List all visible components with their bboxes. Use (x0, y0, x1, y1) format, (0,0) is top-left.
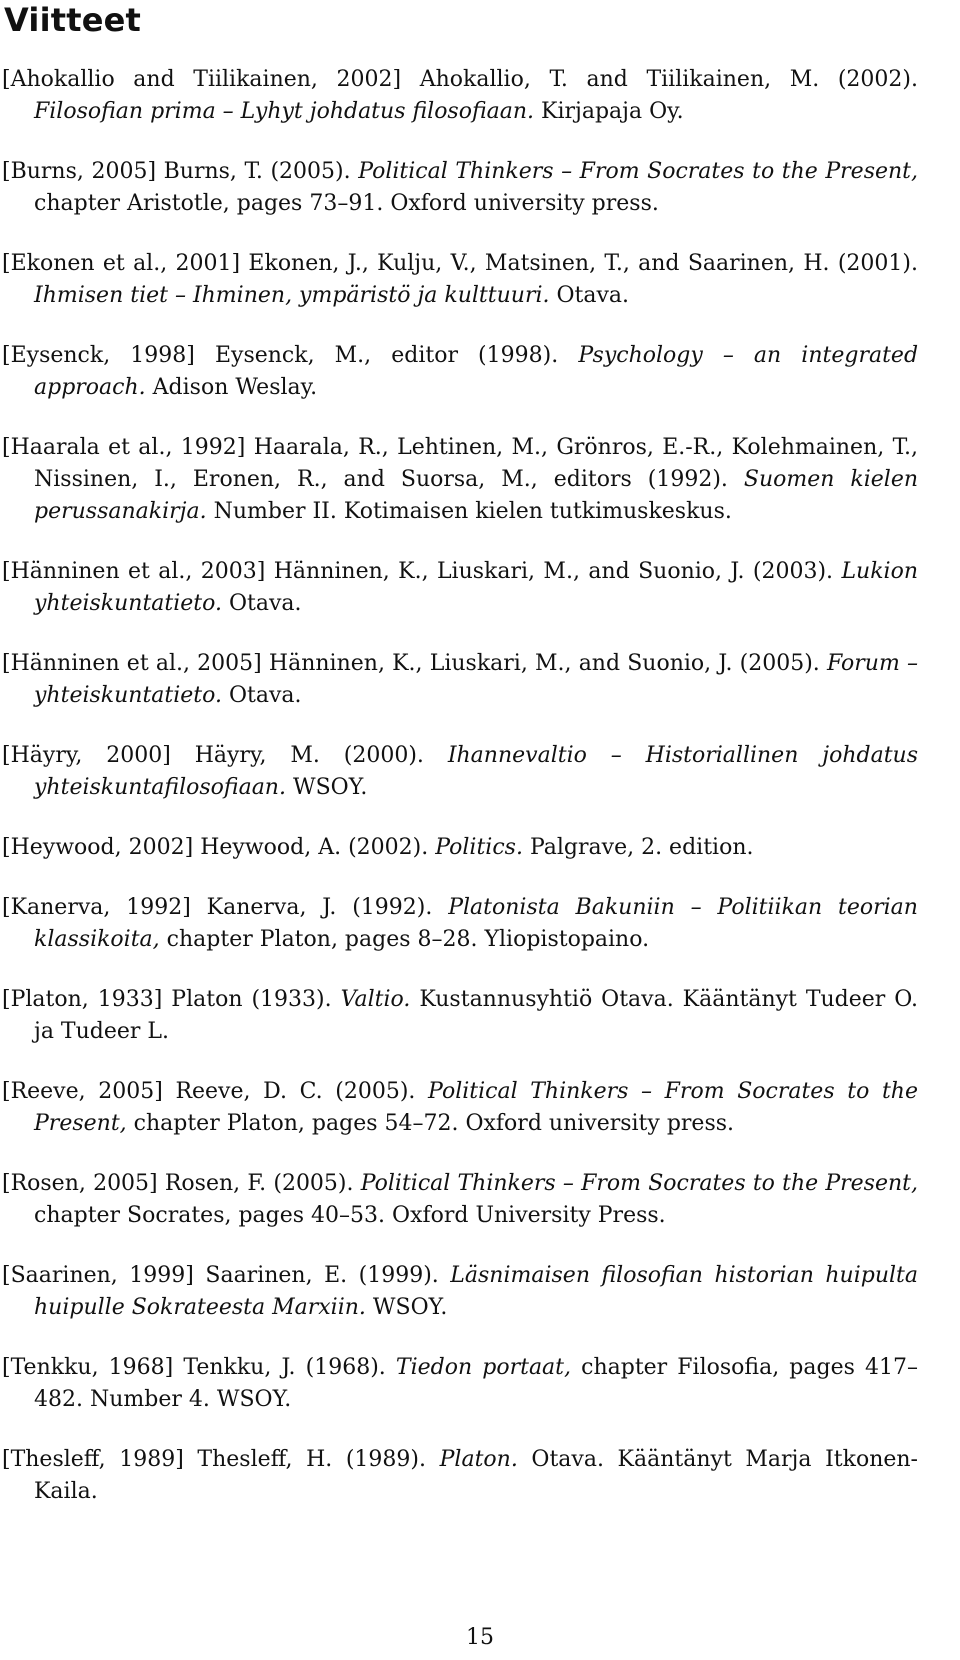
reference-entry (2, 892, 918, 956)
reference-publisher: Otava. (229, 683, 302, 708)
reference-key: [Heywood, 2002] (2, 835, 194, 860)
reference-title: Platon. (439, 1447, 518, 1472)
reference-entry (2, 64, 918, 128)
reference-list (2, 64, 919, 1536)
reference-authors: Kanerva, J. (1992). (206, 895, 433, 920)
reference-entry (2, 156, 918, 220)
reference-entry (2, 248, 918, 312)
reference-title: Läsnimaisen filosofian historian huipulta huipulle Sokrateesta Marxiin. (34, 1263, 918, 1320)
reference-publisher: Otava. (229, 591, 302, 616)
reference-authors: Häyry, M. (2000). (194, 743, 424, 768)
reference-entry (2, 1168, 918, 1232)
reference-key: [Eysenck, 1998] (2, 343, 195, 368)
reference-key: [Platon, 1933] (2, 987, 163, 1012)
reference-authors: Burns, T. (2005). (163, 159, 351, 184)
reference-title: Psychology – an integrated approach. (34, 343, 919, 400)
reference-authors: Ahokallio, T. and Tiilikainen, M. (2002). (419, 67, 918, 92)
reference-entry (2, 984, 918, 1048)
reference-authors: Rosen, F. (2005). (164, 1171, 354, 1196)
reference-key: [Haarala et al., 1992] (2, 435, 246, 460)
reference-publisher: Kustannusyhtiö Otava. Kääntänyt Tudeer O. ja Tudeer L. (34, 987, 919, 1044)
reference-key: [Ekonen et al., 2001] (2, 251, 241, 276)
reference-publisher: WSOY. (292, 775, 368, 800)
reference-key: [Kanerva, 1992] (2, 895, 191, 920)
reference-authors: Saarinen, E. (1999). (205, 1263, 439, 1288)
reference-publisher: chapter Filosofia, pages 417–482. Number 4. WSOY. (34, 1355, 918, 1412)
reference-key: [Saarinen, 1999] (2, 1263, 194, 1288)
reference-publisher: Adison Weslay. (152, 375, 318, 400)
reference-entry (2, 1076, 918, 1140)
reference-title: Politics. (435, 835, 523, 860)
reference-key: [Tenkku, 1968] (2, 1355, 174, 1380)
reference-title: Forum – yhteiskuntatieto. (34, 651, 919, 708)
reference-publisher: Palgrave, 2. edition. (529, 835, 754, 860)
reference-entry (2, 648, 918, 712)
reference-authors: Reeve, D. C. (2005). (175, 1079, 416, 1104)
reference-authors: Haarala, R., Lehtinen, M., Grönros, E.-R., Kolehmainen, T., Nissinen, I., Eronen, R., and Suorsa, M., editors (1992). (34, 435, 918, 492)
reference-publisher: chapter Platon, pages 8–28. Yliopistopaino. (166, 927, 650, 952)
reference-publisher: chapter Platon, pages 54–72. Oxford university press. (133, 1111, 735, 1136)
reference-key: [Rosen, 2005] (2, 1171, 158, 1196)
reference-publisher: WSOY. (372, 1295, 448, 1320)
reference-title: Political Thinkers – From Socrates to the Present, (358, 159, 919, 184)
reference-publisher: Otava. Kääntänyt Marja Itkonen-Kaila. (34, 1447, 918, 1504)
reference-authors: Heywood, A. (2002). (200, 835, 429, 860)
reference-entry (2, 340, 918, 404)
reference-entry (2, 1352, 918, 1416)
reference-key: [Hänninen et al., 2003] (2, 559, 266, 584)
reference-authors: Eysenck, M., editor (1998). (214, 343, 559, 368)
page-number: 15 (466, 1625, 494, 1650)
reference-publisher: Otava. (556, 283, 630, 308)
reference-key: [Häyry, 2000] (2, 743, 171, 768)
reference-key: [Hänninen et al., 2005] (2, 651, 262, 676)
reference-title: Ihmisen tiet – Ihminen, ympäristö ja kulttuuri. (34, 283, 550, 308)
reference-authors: Hänninen, K., Liuskari, M., and Suonio, J. (2003). (273, 559, 834, 584)
reference-entry (2, 1444, 918, 1508)
reference-publisher: Number II. Kotimaisen kielen tutkimuskeskus. (213, 499, 732, 524)
reference-authors: Thesleff, H. (1989). (197, 1447, 426, 1472)
reference-entry (2, 556, 918, 620)
reference-key: [Ahokallio and Tiilikainen, 2002] (2, 67, 402, 92)
reference-publisher: chapter Socrates, pages 40–53. Oxford University Press. (34, 1203, 666, 1228)
section-heading: Viitteet (4, 1, 142, 39)
reference-title: Suomen kielen perussanakirja. (34, 467, 919, 524)
reference-authors: Hänninen, K., Liuskari, M., and Suonio, J. (2005). (268, 651, 820, 676)
reference-title: Political Thinkers – From Socrates to the Present, (360, 1171, 918, 1196)
reference-entry (2, 832, 918, 864)
reference-authors: Tenkku, J. (1968). (183, 1355, 386, 1380)
reference-title: Platonista Bakuniin – Politiikan teorian klassikoita, (34, 895, 918, 952)
reference-key: [Reeve, 2005] (2, 1079, 163, 1104)
reference-entry (2, 740, 918, 804)
reference-title: Valtio. (340, 987, 411, 1012)
reference-authors: Platon (1933). (171, 987, 332, 1012)
reference-title: Political Thinkers – From Socrates to the Present, (34, 1079, 918, 1136)
reference-title: Ihannevaltio – Historiallinen johdatus yhteiskuntafilosofiaan. (34, 743, 918, 800)
reference-entry (2, 432, 918, 528)
reference-title: Lukion yhteiskuntatieto. (34, 559, 918, 616)
reference-entry (2, 1260, 918, 1324)
reference-title: Filosofian prima – Lyhyt johdatus filosofiaan. (34, 99, 535, 124)
reference-key: [Burns, 2005] (2, 159, 157, 184)
reference-publisher: chapter Aristotle, pages 73–91. Oxford university press. (34, 191, 659, 216)
reference-key: [Thesleff, 1989] (2, 1447, 184, 1472)
reference-authors: Ekonen, J., Kulju, V., Matsinen, T., and Saarinen, H. (2001). (248, 251, 918, 276)
reference-publisher: Kirjapaja Oy. (541, 99, 684, 124)
reference-title: Tiedon portaat, (395, 1355, 572, 1380)
